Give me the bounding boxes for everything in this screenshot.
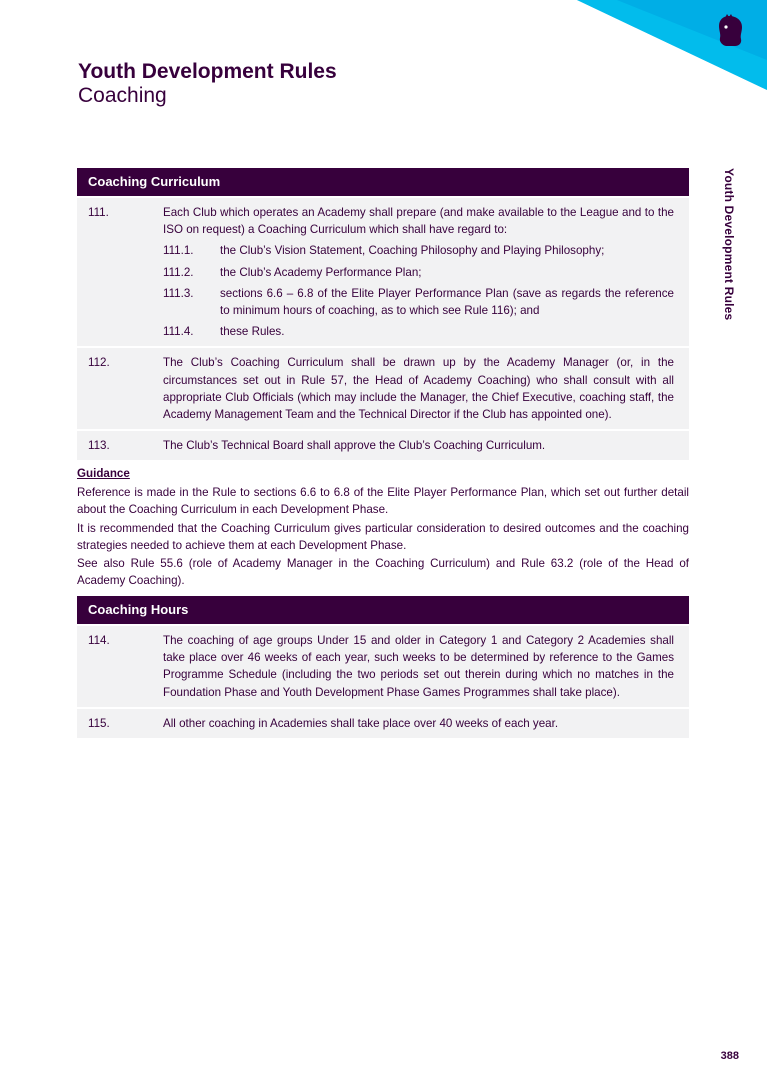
guidance-paragraph: See also Rule 55.6 (role of Academy Manager in the Coaching Curriculum) and Rule 63.2 (role of the Head of Academy Coaching). (77, 557, 689, 588)
rule-text: Each Club which operates an Academy shall prepare (and make available to the League and to the ISO on request) a Coaching Curriculum which shall have regard to: (163, 206, 674, 237)
rule-number: 111. (88, 206, 109, 219)
main-content (77, 168, 689, 738)
rule-row (77, 709, 689, 738)
sub-rule-text: these Rules. (220, 325, 285, 339)
sub-rule (163, 264, 674, 281)
guidance-title: Guidance (77, 467, 130, 481)
guidance-paragraph: It is recommended that the Coaching Curriculum gives particular consideration to desired outcomes and the coaching strategies needed to achieve them at each Development Phase. (77, 521, 689, 552)
rule-row (77, 431, 689, 460)
rule-row (77, 198, 689, 346)
guidance-block (77, 466, 689, 590)
sub-rule (163, 285, 674, 319)
page-title: Youth Development Rules (78, 60, 337, 83)
rule-number: 115. (88, 716, 110, 730)
rule-row (77, 348, 689, 429)
rule-number: 113. (88, 439, 110, 453)
sub-rule-text: the Club’s Academy Performance Plan; (220, 265, 422, 279)
corner-decoration (577, 0, 767, 90)
sub-rule-number: 111.2. (163, 265, 194, 279)
page-number: 388 (720, 1050, 739, 1062)
sub-rule (163, 323, 674, 340)
sub-rule-text: sections 6.6 – 6.8 of the Elite Player Performance Plan (save as regards the reference to minimum hours of coaching, as to which see Rule 116); and (220, 286, 674, 318)
section-heading-coaching-curriculum: Coaching Curriculum (77, 168, 689, 196)
sub-rule-number: 111.4. (163, 325, 194, 339)
sub-rule-number: 111.3. (163, 286, 194, 300)
section-heading-coaching-hours: Coaching Hours (77, 596, 689, 624)
page-header (78, 60, 337, 108)
page-subtitle: Coaching (78, 84, 167, 107)
rule-number: 112. (88, 356, 110, 370)
rule-text: The Club’s Coaching Curriculum shall be drawn up by the Academy Manager (or, in the circumstances set out in Rule 57, the Head of Academy Coaching) who shall consult with all appropriate Club Officials (which may include the Manager, the Chief Executive, coaching staff, the Academy Management Team and the Technical Director if the Club has appointed one). (163, 356, 674, 422)
rule-text: The Club’s Technical Board shall approve the Club’s Coaching Curriculum. (163, 439, 546, 453)
sub-rule-number: 111.1. (163, 244, 194, 258)
rule-row (77, 626, 689, 707)
rule-text: The coaching of age groups Under 15 and older in Category 1 and Category 2 Academies shall take place over 46 weeks of each year, such weeks to be determined by reference to the Games Programme Schedule (including the two periods set out therein during which no matches in the Foundation Phase and Youth Development Phase Games Programmes shall take place). (163, 634, 674, 699)
rule-text: All other coaching in Academies shall take place over 40 weeks of each year. (163, 716, 559, 730)
sub-rule (163, 242, 674, 259)
rule-number: 114. (88, 634, 110, 648)
guidance-paragraph: Reference is made in the Rule to sections 6.6 to 6.8 of the Elite Player Performance Plan, which set out further detail about the Coaching Curriculum in each Development Phase. (77, 486, 689, 517)
sub-rule-text: the Club’s Vision Statement, Coaching Philosophy and Playing Philosophy; (220, 244, 605, 258)
side-section-label: Youth Development Rules (722, 168, 736, 321)
